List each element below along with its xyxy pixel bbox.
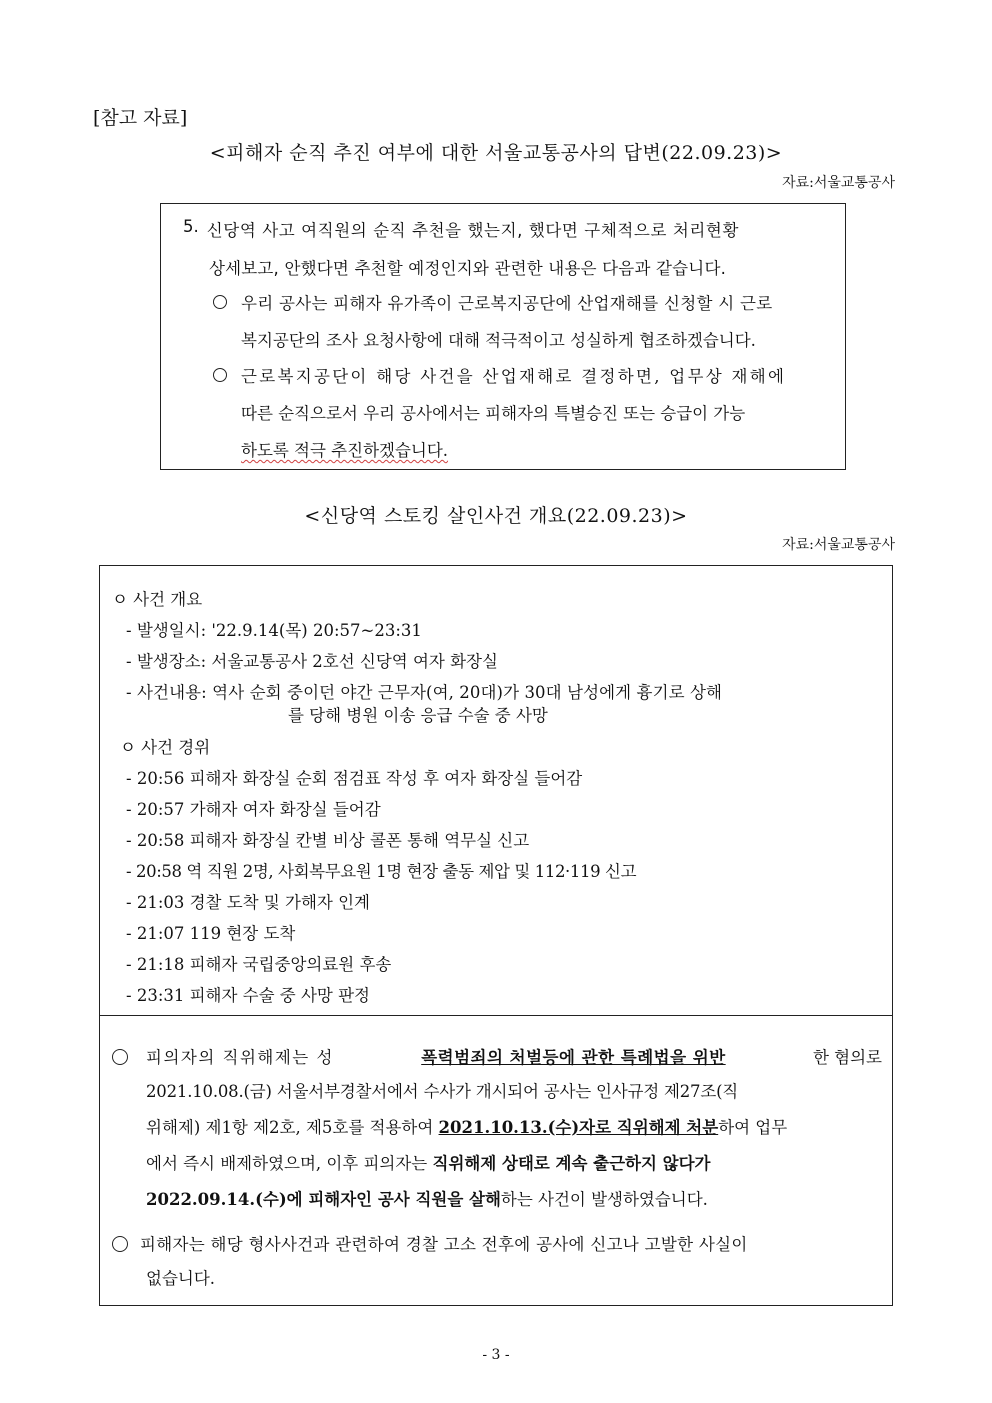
- p1-l5-a: 2022.09.14.(수)에 피해자인 공사 직원을 살해: [146, 1190, 501, 1209]
- p1-l3-a: 위해제) 제1항 제2호, 제5호를 적용하여: [146, 1118, 439, 1137]
- paragraph-bullet-1: [112, 1049, 128, 1065]
- answer-bullet-2: [213, 368, 227, 382]
- heading-timeline: ㅇ 사건 경위: [120, 738, 211, 757]
- timeline-item: - 21:07 119 현장 도착: [126, 924, 296, 943]
- timeline-item: - 21:03 경찰 도착 및 가해자 인계: [126, 893, 370, 912]
- answer-2-line-3: 하도록 적극 추진하겠습니다.: [241, 441, 449, 460]
- timeline-item: - 20:57 가해자 여자 화장실 들어감: [126, 800, 381, 819]
- timeline-item: - 20:56 피해자 화장실 순회 점검표 작성 후 여자 화장실 들어감: [126, 769, 583, 788]
- source-note-1: 자료:서울교통공사: [782, 175, 895, 191]
- page-number: - 3 -: [482, 1347, 510, 1363]
- response-title: <피해자 순직 추진 여부에 대한 서울교통공사의 답변(22.09.23)>: [209, 142, 783, 164]
- timeline-item: - 21:18 피해자 국립중앙의료원 후송: [126, 955, 392, 974]
- overview-item-details-cont: 를 당해 병원 이송 응급 수술 중 사망: [288, 706, 548, 725]
- p1-l5-b: 하는 사건이 발생하였습니다.: [500, 1190, 708, 1209]
- paragraph-1-line-3: [146, 1114, 787, 1138]
- paragraph-1-line-5: [146, 1186, 708, 1210]
- p1-l4-a: 에서 즉시 배제하였으며, 이후 피의자는: [146, 1154, 433, 1173]
- overview-item-location: - 발생장소: 서울교통공사 2호선 신당역 여자 화장실: [126, 652, 498, 671]
- paragraph-2-line-1: 피해자는 해당 형사사건과 관련하여 경찰 고소 전후에 공사에 신고나 고발한 사실이: [140, 1235, 748, 1254]
- paragraph-2-line-2: 없습니다.: [146, 1269, 216, 1288]
- incident-title: <신당역 스토킹 살인사건 개요(22.09.23)>: [304, 505, 688, 527]
- p1-l1-c: 한 혐의로: [812, 1048, 882, 1067]
- timeline-item: - 23:31 피해자 수술 중 사망 판정: [126, 986, 370, 1005]
- p1-l1-b: 폭력범죄의 처벌등에 관한 특례법을 위반: [421, 1048, 726, 1067]
- paragraph-1-line-1: [146, 1044, 882, 1068]
- overview-item-details: - 사건내용: 역사 순회 중이던 야간 근무자(여, 20대)가 30대 남성에게 흉기로 상해: [126, 683, 723, 702]
- paragraph-bullet-2: [112, 1236, 128, 1252]
- p1-l3-b: 2021.10.13.(수)자로 직위해제 처분: [438, 1118, 719, 1137]
- source-note-2: 자료:서울교통공사: [782, 537, 895, 553]
- answer-bullet-1: [213, 295, 227, 309]
- answer-2-line-1: 근로복지공단이 해당 사건을 산업재해로 결정하면, 업무상 재해에: [241, 367, 787, 386]
- p1-l3-c: 하여 업무: [718, 1118, 788, 1137]
- question-number: 5.: [183, 217, 199, 236]
- answer-1-line-2: 복지공단의 조사 요청사항에 대해 적극적이고 성실하게 협조하겠습니다.: [241, 331, 756, 350]
- paragraph-1-line-4: [146, 1150, 711, 1174]
- question-line-2: 상세보고, 안했다면 추천할 예정인지와 관련한 내용은 다음과 같습니다.: [209, 259, 727, 278]
- question-text-1: 신당역 사고 여직원의 순직 추천을 했는지, 했다면 구체적으로 처리현황: [206, 221, 739, 240]
- box-divider: [100, 1015, 892, 1016]
- paragraph-1-line-2: 2021.10.08.(금) 서울서부경찰서에서 수사가 개시되어 공사는 인사규정 제27조(직: [146, 1082, 739, 1101]
- timeline-item: - 20:58 피해자 화장실 칸별 비상 콜폰 통해 역무실 신고: [126, 831, 530, 850]
- answer-2-line-2: 따른 순직으로서 우리 공사에서는 피해자의 특별승진 또는 승급이 가능: [241, 404, 746, 423]
- heading-overview: ㅇ 사건 개요: [112, 590, 203, 609]
- overview-item-datetime: - 발생일시: '22.9.14(목) 20:57~23:31: [126, 621, 422, 640]
- p1-l1-a: 피의자의 직위해제는 성: [146, 1048, 334, 1067]
- section-label: [참고 자료]: [93, 107, 188, 129]
- p1-l4-b: 직위해제 상태로 계속 출근하지 않다가: [432, 1154, 711, 1173]
- response-box: [160, 203, 846, 470]
- question-line-1: [183, 217, 823, 241]
- answer-1-line-1: 우리 공사는 피해자 유가족이 근로복지공단에 산업재해를 신청할 시 근로: [241, 294, 773, 313]
- timeline-item: - 20:58 역 직원 2명, 사회복무요원 1명 현장 출동 제압 및 112·119 신고: [126, 862, 637, 881]
- incident-box: [99, 565, 893, 1306]
